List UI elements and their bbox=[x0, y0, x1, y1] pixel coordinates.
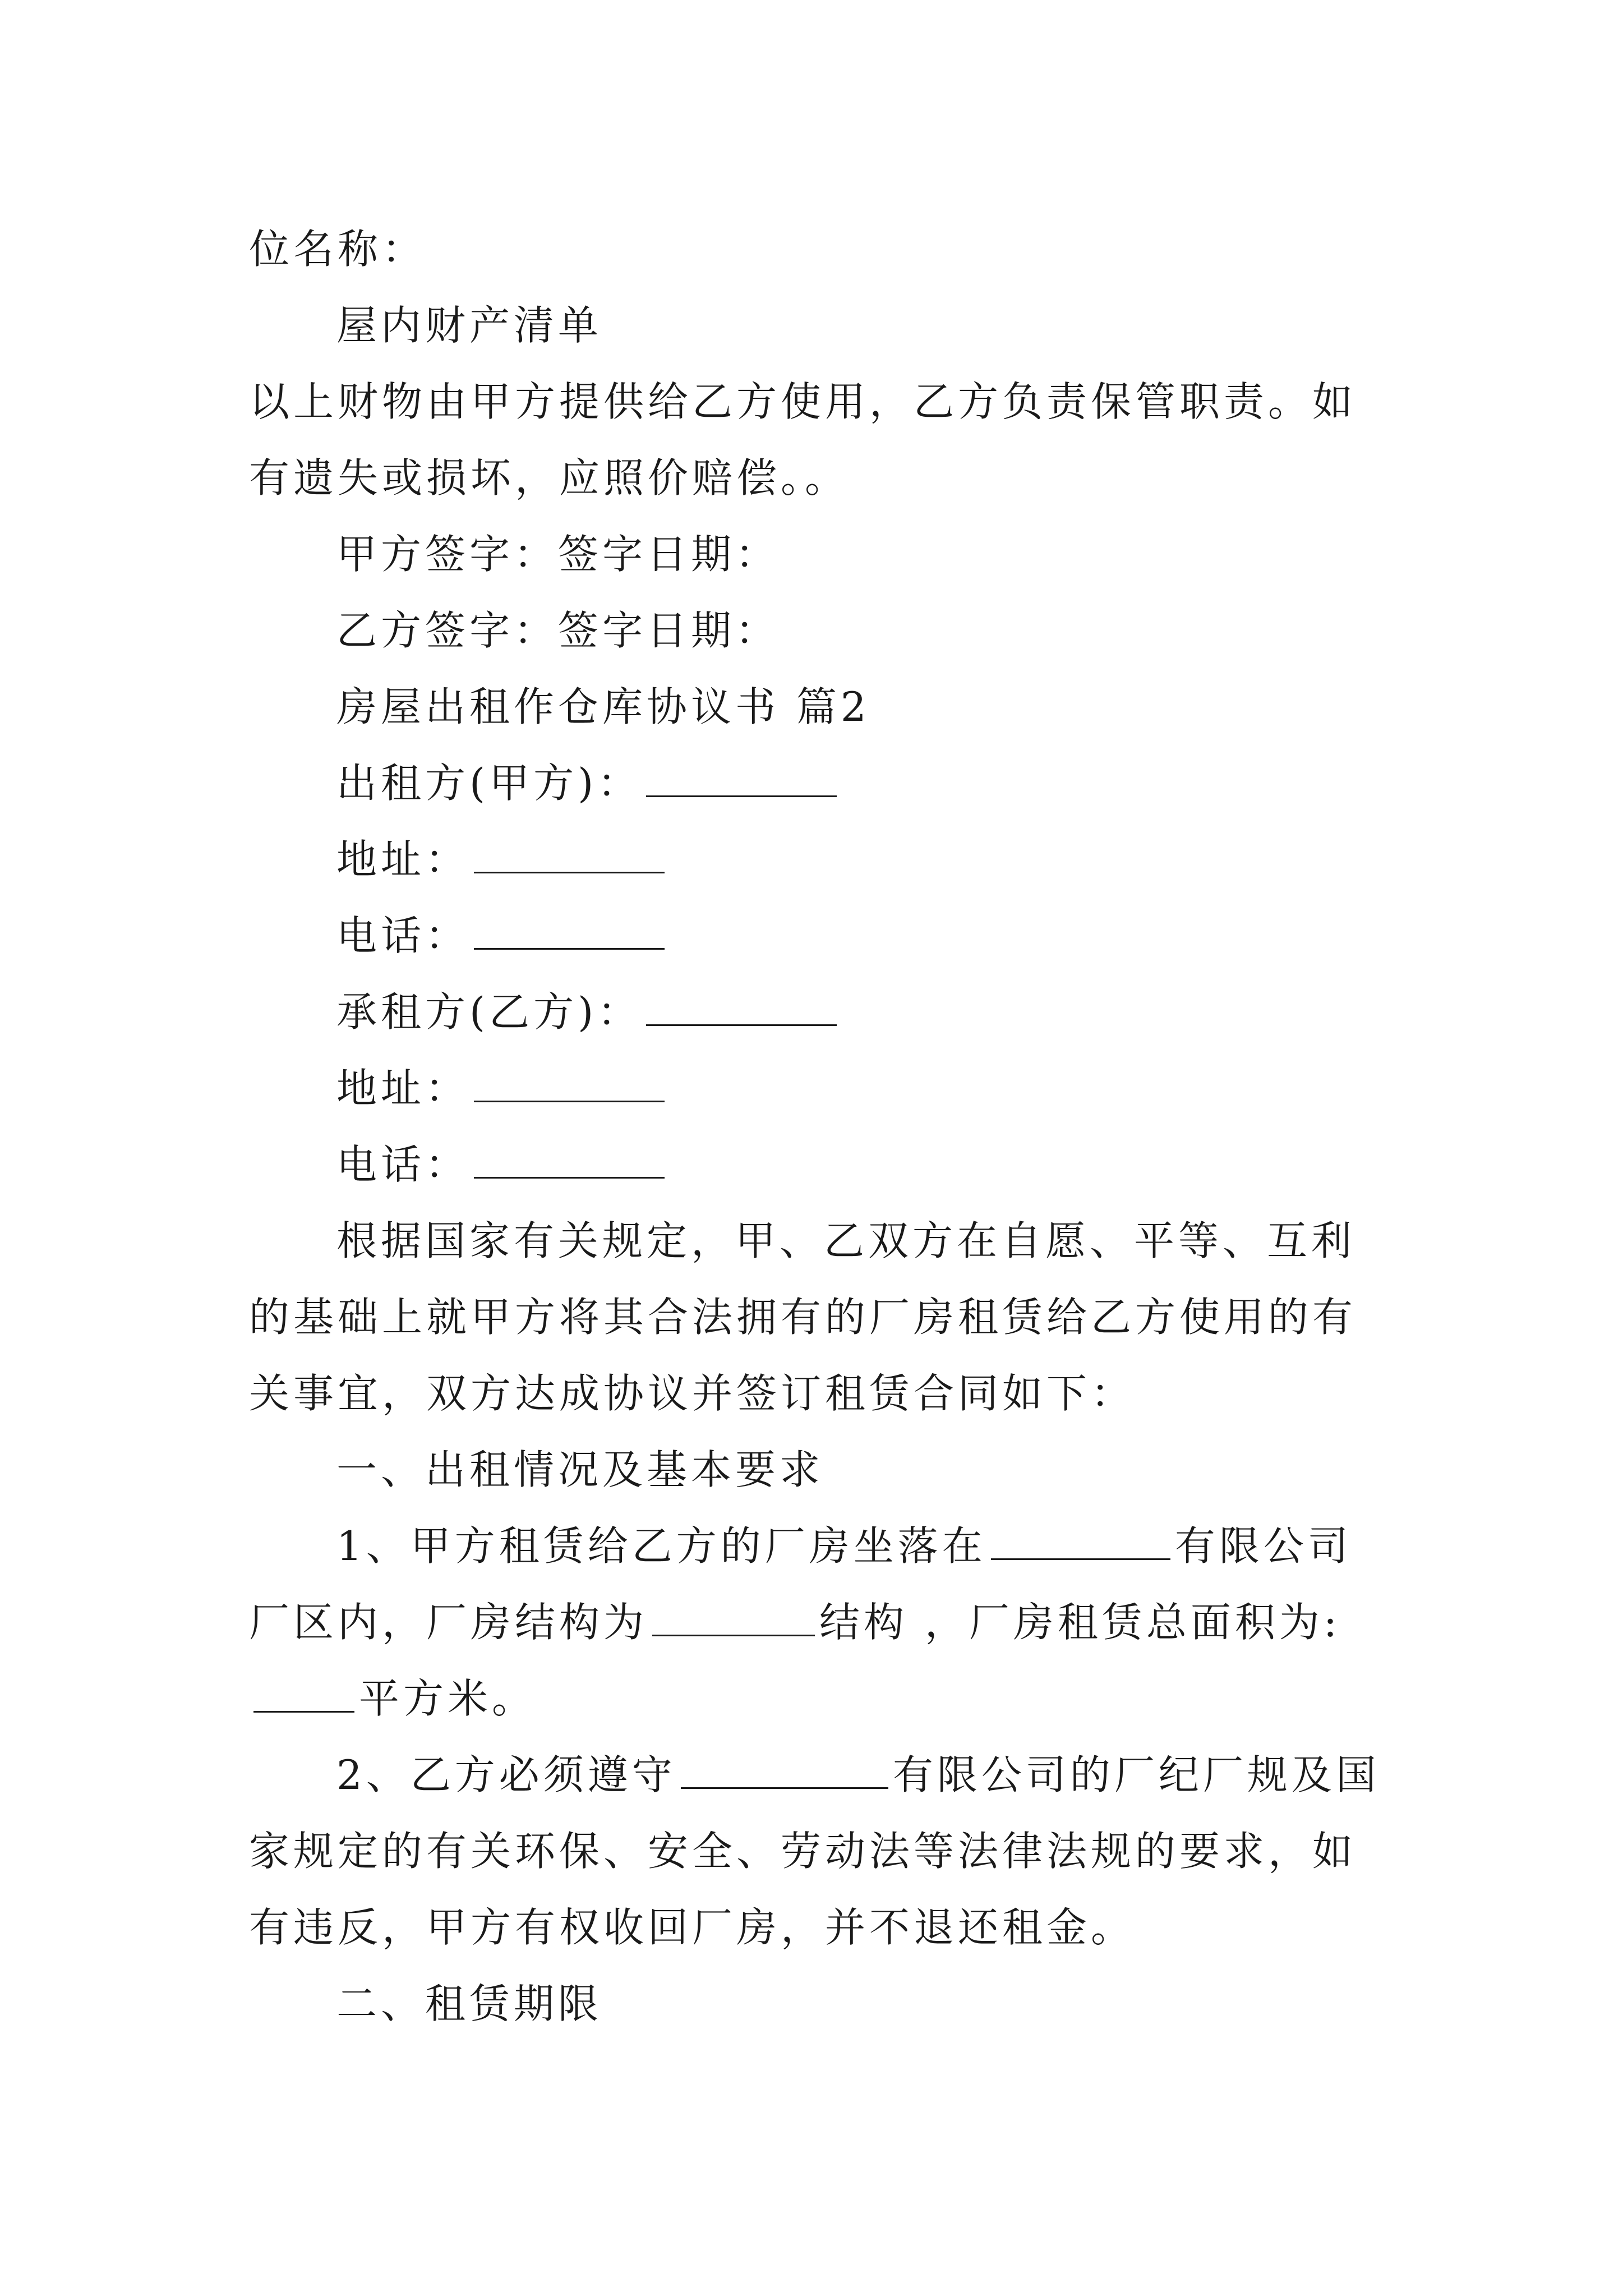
text-line bbox=[249, 821, 1393, 898]
text-line bbox=[249, 1126, 1393, 1203]
unit-name-label: 位名称： bbox=[249, 226, 427, 273]
paragraph bbox=[249, 1737, 1393, 1966]
section-one-heading: 一、出租情况及基本要求 bbox=[336, 1446, 824, 1493]
custody-clause: 以上财物由甲方提供给乙方使用，乙方负责保管职责。如有遗失或损坏，应照价赔偿。。 bbox=[249, 378, 1357, 501]
preamble-paragraph: 根据国家有关规定，甲、乙双方在自愿、平等、互利的基础上就甲方将其合法拥有的厂房租赁给乙方使用的有关事宜，双方达成协议并签订租赁合同如下： bbox=[249, 1217, 1357, 1417]
text-line bbox=[249, 516, 1393, 592]
lessee-phone-label: 电话： bbox=[336, 1141, 470, 1188]
text-line bbox=[249, 211, 1393, 287]
section-heading bbox=[249, 1432, 1393, 1508]
lessor-label: 出租方(甲方)： bbox=[336, 760, 642, 807]
blank-line bbox=[474, 914, 665, 950]
clause-1-text: 平方米。 bbox=[359, 1675, 537, 1722]
text-line bbox=[249, 974, 1393, 1050]
text-line bbox=[249, 745, 1393, 821]
section-heading bbox=[249, 1966, 1393, 2042]
lessee-label: 承租方(乙方)： bbox=[336, 988, 642, 1036]
text-line bbox=[249, 898, 1393, 974]
clause-1-text: 1、甲方租赁给乙方的厂房坐落在 bbox=[336, 1522, 986, 1570]
section-title bbox=[249, 669, 1393, 745]
clause-2-text: 2、乙方必须遵守 bbox=[336, 1751, 676, 1798]
property-list-heading: 屋内财产清单 bbox=[336, 302, 603, 349]
party-b-signature: 乙方签字：签字日期： bbox=[336, 607, 780, 654]
lessee-address-label: 地址： bbox=[336, 1065, 470, 1112]
lessor-address-label: 地址： bbox=[336, 836, 470, 883]
lessor-phone-label: 电话： bbox=[336, 912, 470, 959]
blank-line bbox=[474, 838, 665, 873]
agreement-title: 房屋出租作仓库协议书 篇2 bbox=[336, 683, 870, 730]
clause-2-text: 有限公司的厂纪厂规及国家规定的有关环保、安全、劳动法等法律法规的要求，如有违反，甲方有权收回厂房，并不退还租金。 bbox=[249, 1751, 1380, 1951]
clause-1-text: 结构 ，厂房租赁总面积为: bbox=[819, 1599, 1341, 1646]
document-body bbox=[249, 211, 1393, 2042]
blank-line bbox=[646, 991, 837, 1026]
blank-line bbox=[652, 1601, 815, 1636]
blank-line bbox=[253, 1677, 354, 1713]
blank-line bbox=[681, 1754, 888, 1789]
paragraph bbox=[162, 364, 1393, 516]
text-line bbox=[249, 1050, 1393, 1126]
text-line bbox=[249, 592, 1393, 669]
paragraph bbox=[249, 1203, 1393, 1432]
text-line bbox=[249, 287, 1393, 364]
blank-line bbox=[646, 762, 837, 797]
clause-1-text: 有限公司厂区内，厂房结构为 bbox=[249, 1522, 1352, 1646]
section-two-heading: 二、租赁期限 bbox=[336, 1980, 603, 2027]
paragraph bbox=[249, 1508, 1393, 1737]
blank-line bbox=[474, 1067, 665, 1102]
party-a-signature: 甲方签字：签字日期： bbox=[336, 531, 780, 578]
blank-line bbox=[474, 1143, 665, 1179]
blank-line bbox=[991, 1525, 1170, 1560]
